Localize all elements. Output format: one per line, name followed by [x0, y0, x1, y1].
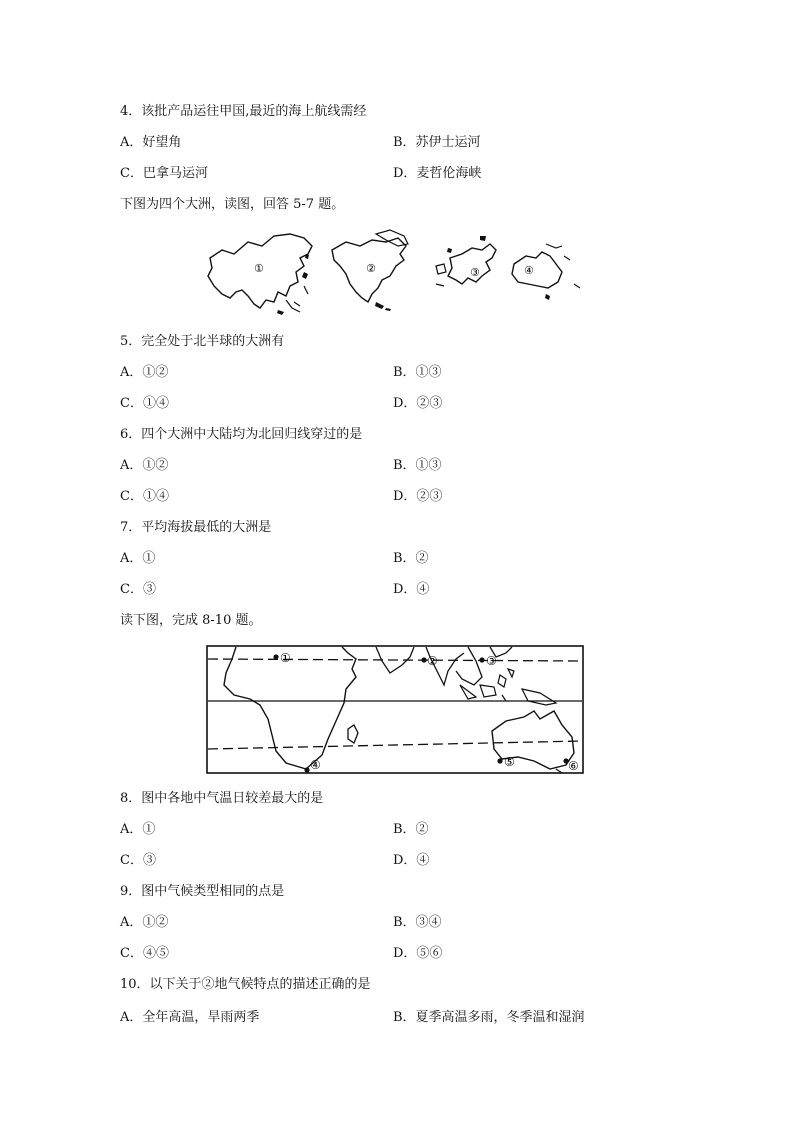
q8-option-a: A．① [120, 822, 156, 837]
continents-figure [200, 228, 590, 322]
q5-option-c: C．①④ [120, 396, 169, 411]
q4-stem: 4．该批产品运往甲国,最近的海上航线需经 [120, 104, 367, 119]
map-frame [207, 646, 583, 773]
point-5-marker [497, 758, 502, 763]
q8-option-b: B．② [393, 822, 429, 837]
q5-option-a: A．①② [120, 365, 169, 380]
q6-option-c: C．①④ [120, 489, 169, 504]
continent-4-outline [512, 252, 562, 288]
point-4-marker [304, 767, 309, 772]
q7-option-b: B．② [393, 551, 429, 566]
q6-option-b: B．①③ [393, 458, 442, 473]
point-label-6: ⑥ [568, 759, 579, 773]
q7-stem: 7．平均海拔最低的大洲是 [120, 520, 272, 535]
point-3-marker [479, 657, 484, 662]
q5-stem: 5．完全处于北半球的大洲有 [120, 334, 285, 349]
continent-label-4: ④ [524, 264, 534, 277]
q9-stem: 9．图中气候类型相同的点是 [120, 884, 285, 899]
q8-option-d: D．④ [393, 853, 430, 868]
q4-option-c: C．巴拿马运河 [120, 166, 208, 181]
q8-stem: 8．图中各地中气温日较差最大的是 [120, 791, 324, 806]
point-label-5: ⑤ [504, 755, 515, 769]
q6-option-d: D．②③ [393, 489, 443, 504]
intro-5-7: 下图为四个大洲，读图，回答 5-7 题。 [120, 197, 345, 212]
q6-option-a: A．①② [120, 458, 169, 473]
q4-option-a: A．好望角 [120, 135, 182, 150]
q5-option-b: B．①③ [393, 365, 442, 380]
q5-option-d: D．②③ [393, 396, 443, 411]
region-map-figure [206, 645, 584, 775]
q10-stem: 10．以下关于②地气候特点的描述正确的是 [120, 977, 371, 992]
intro-8-10: 读下图，完成 8-10 题。 [120, 613, 262, 628]
q9-option-d: D．⑤⑥ [393, 946, 443, 961]
q7-option-c: C．③ [120, 582, 156, 597]
q4-option-d: D．麦哲伦海峡 [393, 166, 482, 181]
continent-label-3: ③ [470, 266, 480, 279]
q4-option-b: B．苏伊士运河 [393, 135, 481, 150]
q10-option-a: A．全年高温，旱雨两季 [120, 1010, 260, 1025]
q7-option-a: A．① [120, 551, 156, 566]
point-label-2: ② [427, 654, 438, 668]
q6-stem: 6．四个大洲中大陆均为北回归线穿过的是 [120, 427, 363, 442]
q8-option-c: C．③ [120, 853, 156, 868]
q9-option-c: C．④⑤ [120, 946, 169, 961]
q10-option-b: B．夏季高温多雨，冬季温和湿润 [393, 1010, 585, 1025]
q9-option-a: A．①② [120, 915, 169, 930]
point-label-4: ④ [310, 758, 321, 772]
point-label-3: ③ [486, 654, 497, 668]
point-1-marker [273, 654, 278, 659]
point-2-marker [421, 657, 426, 662]
continent-label-2: ② [366, 262, 376, 275]
q7-option-d: D．④ [393, 582, 430, 597]
q9-option-b: B．③④ [393, 915, 442, 930]
point-label-1: ① [280, 651, 291, 665]
continent-label-1: ① [254, 262, 264, 275]
